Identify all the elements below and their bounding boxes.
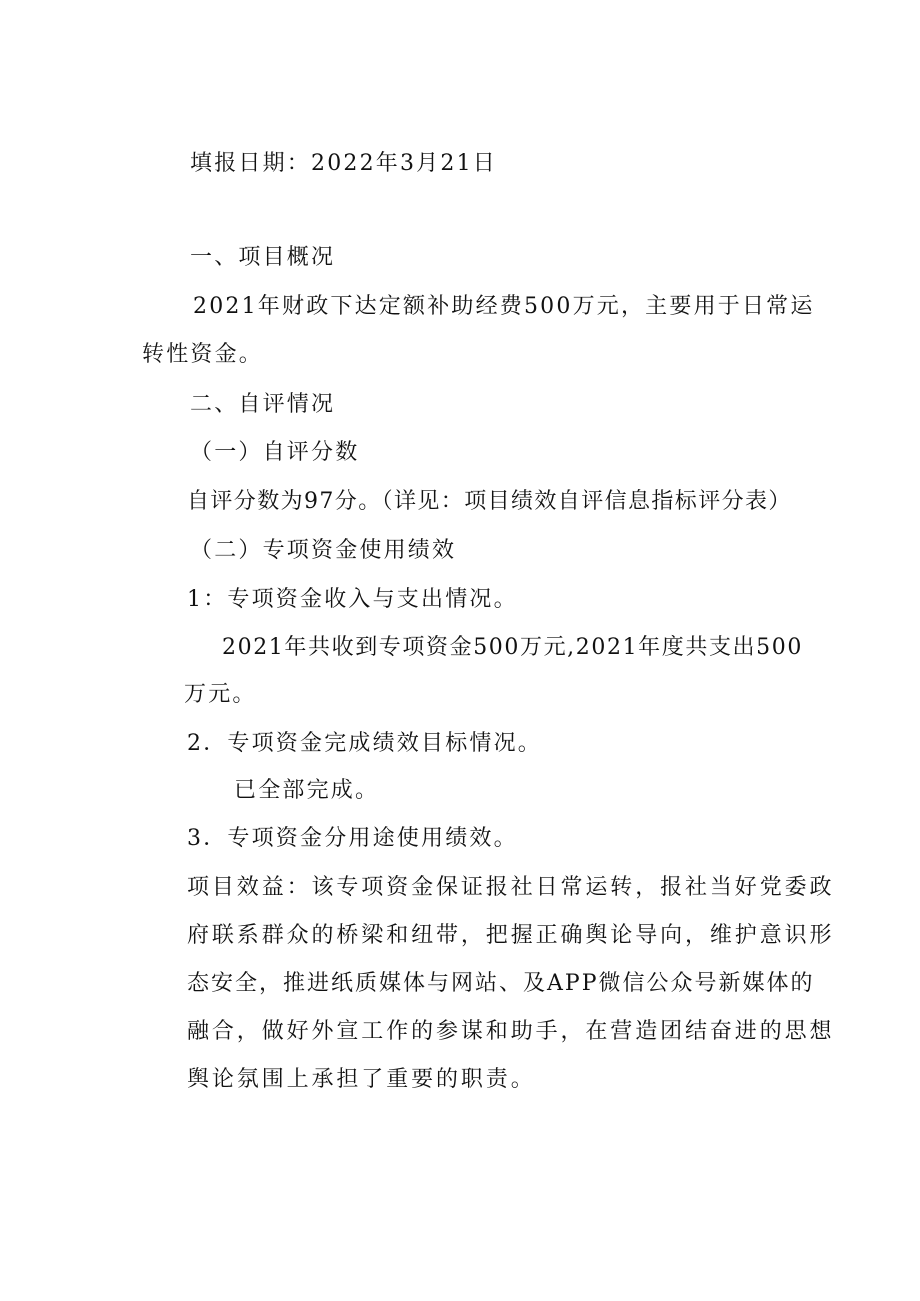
- overview-line-2: 转性资金。: [142, 342, 264, 367]
- benefit-line-1: 项目效益：该专项资金保证报社日常运转，报社当好党委政: [187, 875, 835, 900]
- item-3-heading: 3．专项资金分用途使用绩效。: [187, 826, 518, 851]
- benefit-line-3: 态安全，推进纸质媒体与网站、及APP微信公众号新媒体的: [187, 971, 815, 996]
- item-1-line-1: 2021年共收到专项资金500万元,2021年度共支出500: [222, 635, 803, 660]
- item-2-text: 已全部完成。: [234, 778, 380, 803]
- self-score-text: 自评分数为97分。（详见：项目绩效自评信息指标评分表）: [187, 489, 792, 514]
- subsection-2-heading: （二）专项资金使用绩效: [190, 538, 457, 563]
- section-2-heading: 二、自评情况: [190, 392, 336, 417]
- section-1-heading: 一、项目概况: [190, 245, 336, 270]
- benefit-line-4: 融合，做好外宣工作的参谋和助手，在营造团结奋进的思想: [187, 1019, 835, 1044]
- item-1-heading: 1：专项资金收入与支出情况。: [187, 587, 518, 612]
- report-date: 填报日期：2022年3月21日: [190, 151, 497, 176]
- benefit-line-2: 府联系群众的桥梁和纽带，把握正确舆论导向，维护意识形: [187, 923, 835, 948]
- benefit-line-5: 舆论氛围上承担了重要的职责。: [187, 1067, 536, 1092]
- overview-line-1: 2021年财政下达定额补助经费500万元，主要用于日常运: [193, 294, 815, 319]
- item-1-line-2: 万元。: [184, 682, 257, 707]
- item-2-heading: 2．专项资金完成绩效目标情况。: [187, 731, 542, 756]
- subsection-1-heading: （一）自评分数: [190, 440, 360, 465]
